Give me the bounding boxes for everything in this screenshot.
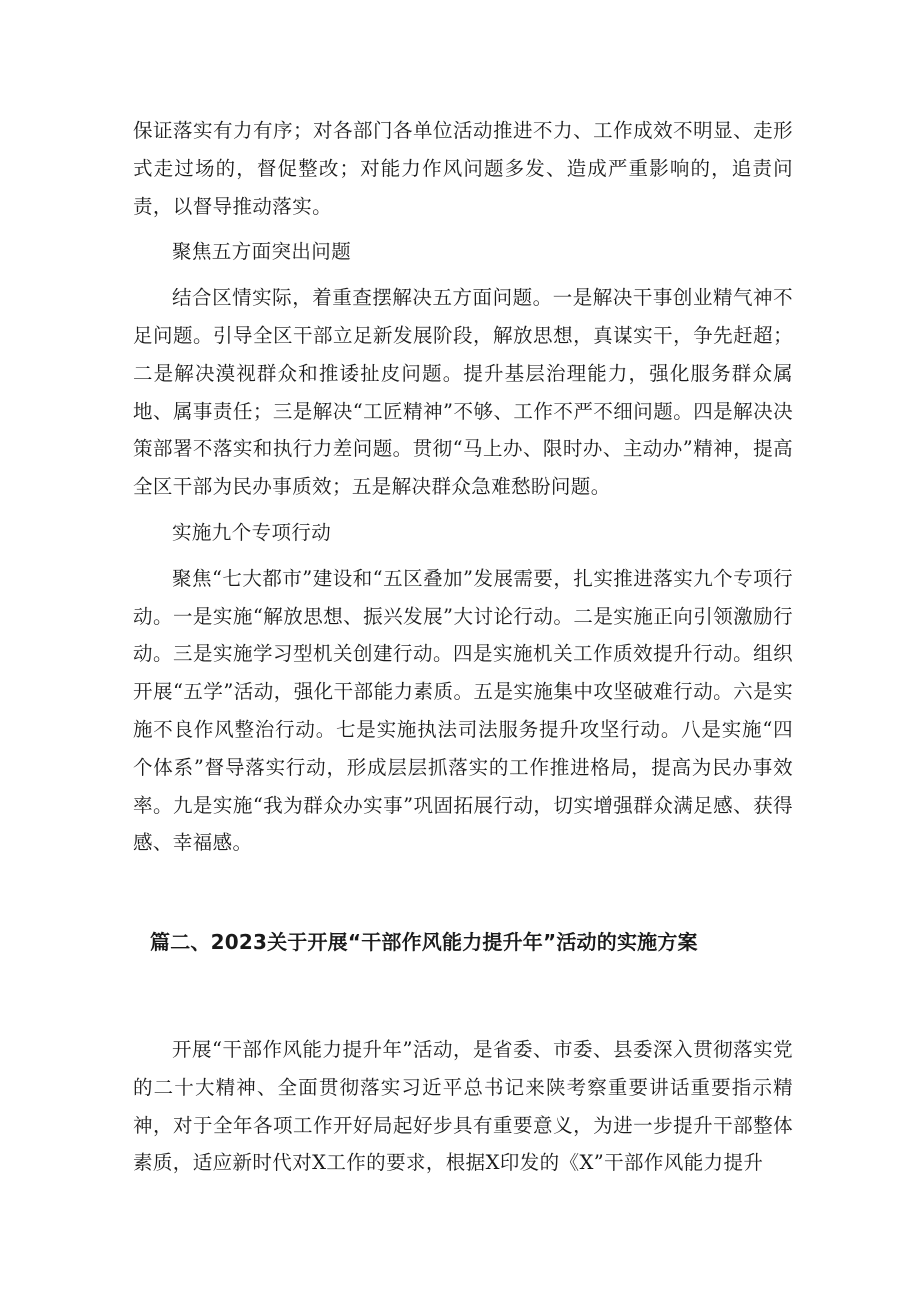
paragraph-five-problems: 结合区情实际，着重查摆解决五方面问题。一是解决干事创业精气神不足问题。引导全区干部立足新发展阶段，解放思想，真谋实干，争先赶超；二是解决漠视群众和推诿扯皮问题。提升基层治理能力，强化服务群众属地、属事责任；三是解决“工匠精神”不够、工作不严不细问题。四是解决决策部署不落实和执行力差问题。贯彻“马上办、限时办、主动办”精神，提高全区干部为民办事质效；五是解决群众急难愁盼问题。 — [133, 286, 793, 499]
document-body-lower — [133, 1031, 793, 1182]
heading-nine-actions: 实施九个专项行动 — [172, 520, 332, 544]
continuation-paragraph: 保证落实有力有序；对各部门各单位活动推进不力、工作成效不明显、走形式走过场的，督促整改；对能力作风问题多发、造成严重影响的，追责问责，以督导推动落实。 — [133, 119, 793, 218]
paragraph-nine-actions: 聚焦“七大都市”建设和“五区叠加”发展需要，扎实推进落实九个专项行动。一是实施“解放思想、振兴发展”大讨论行动。二是实施正向引领激励行动。三是实施学习型机关创建行动。四是实施机关工作质效提升行动。组织开展“五学”活动，强化干部能力素质。五是实施集中攻坚破难行动。六是实施不良作风整治行动。七是实施执法司法服务提升攻坚行动。八是实施“四个体系”督导落实行动，形成层层抓落实的工作推进格局，提高为民办事效率。九是实施“我为群众办实事”巩固拓展行动，切实增强群众满足感、获得感、幸福感。 — [133, 566, 793, 855]
paragraph-implementation-plan: 开展“干部作风能力提升年”活动，是省委、市委、县委深入贯彻落实党的二十大精神、全面贯彻落实习近平总书记来陕考察重要讲话重要指示精神，对于全年各项工作开好局起好步具有重要意义，为进一步提升干部整体素质，适应新时代对X工作的要求，根据X印发的《X”干部作风能力提升 — [133, 1038, 793, 1175]
heading-five-problems: 聚焦五方面突出问题 — [172, 240, 352, 264]
document-body-upper — [133, 112, 793, 862]
section-title: 篇二、2023关于开展“干部作风能力提升年”活动的实施方案 — [150, 930, 698, 954]
